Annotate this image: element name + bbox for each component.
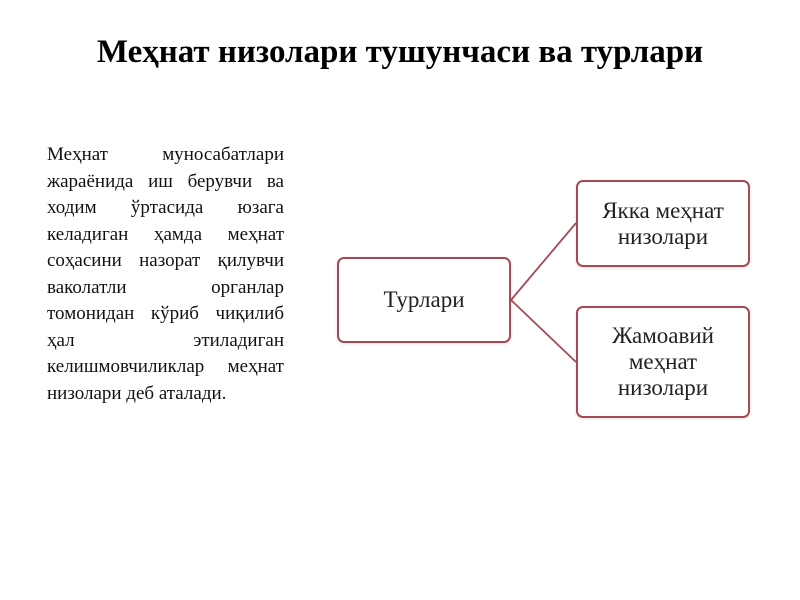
individual-disputes-label: Якка меҳнат низолари	[602, 197, 724, 249]
types-root-node	[337, 257, 511, 343]
connector-to-collective-disputes	[511, 300, 576, 362]
individual-disputes-node	[576, 180, 750, 267]
collective-disputes-label: Жамоавий меҳнат низолари	[612, 323, 714, 400]
definition-paragraph: Меҳнат муносабатлари жараёнида иш берувчи ва ходим ўртасида юзага келадиган ҳамда меҳнат соҳасини назорат қилувчи ваколатли органлар томонидан кўриб чиқилиб ҳал этиладиган келишмовчиликлар меҳнат низолари деб аталади.	[47, 144, 284, 404]
types-root-label: Турлари	[383, 287, 465, 312]
connector-to-individual-disputes	[511, 223, 576, 300]
slide-title: Меҳнат низолари тушунчаси ва турлари	[96, 34, 704, 70]
collective-disputes-node	[576, 306, 750, 418]
